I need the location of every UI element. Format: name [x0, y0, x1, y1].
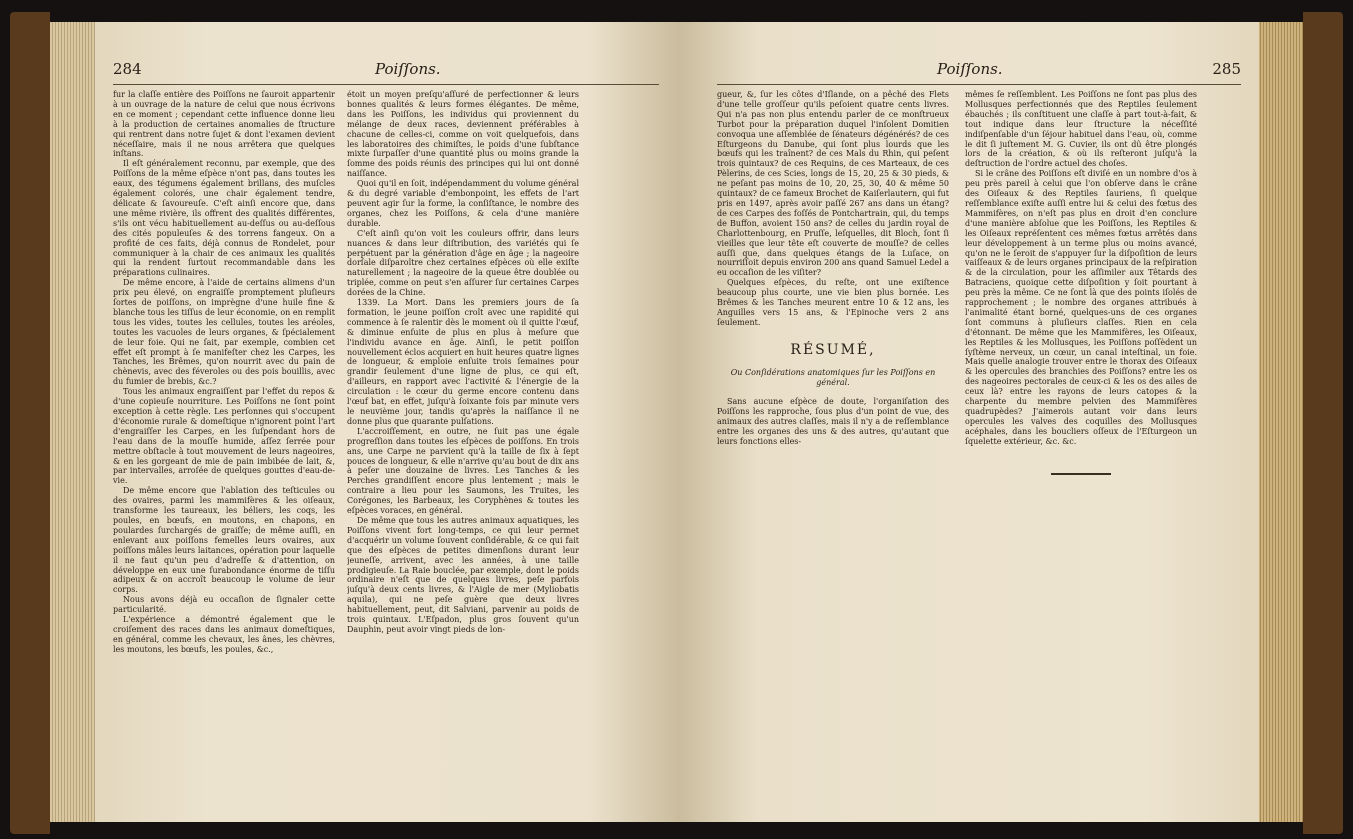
- paragraph: gueur, &, ſur les côtes d'Iſlande, on a pêché des Flets d'une telle groſſeur qu'ils peſoient quatre cents livres. Qui n'a pas non plus entendu parler de ce monſtrueux Turbot pour la préparation duquel l'inſolent Domitien convoqua une aſſemblée de ſénateurs dégénérés? de ces Eſturgeons du Danube, qui ſont plus lourds que les bœufs qui les traînent? de ces Mals du Rhin, qui peſent trois quintaux? de ces Requins, de ces Marteaux, de ces Pèlerins, de ces Scies, longs de 15, 20, 25 & 30 pieds, & ne peſant pas moins de 10, 20, 25, 30, 40 & même 50 quintaux? de ce fameux Brochet de Kaiſerlautern, qui fut pris en 1497, après avoir paſſé 267 ans dans un étang? de ces Carpes des foſſés de Pontchartrain, qui, du temps de Buffon, avoient 150 ans? de celles du jardin royal de Charlottenbourg, en Pruſſe, leſquelles, dit Bloch, ſont ſi vieilles que leur tête eſt couverte de mouſſe? de celles auſſi que, dans quelques étangs de la Luſace, on nourriſſoit depuis environ 200 ans quand Samuel Ledel a eu occaſion de les viſiter?: [717, 90, 949, 278]
- paragraph: Il eſt généralement reconnu, par exemple, que des Poiſſons de la même eſpèce n'ont pas, dans toutes les eaux, des tégumens également brillans, des muſcles également colorés, une chair également tendre, délicate & ſavoureuſe. C'eſt ainſi encore que, dans une même rivière, ils offrent des qualités différentes, s'ils ont vécu habituellement au-deſſus ou au-deſſous des cités populeuſes & des torrens fangeux. On a profité de ces faits, déjà connus de Rondelet, pour communiquer à la chair de ces animaux les qualités qui la rendent ſurtout recommandable dans les préparations culinaires.: [113, 159, 335, 278]
- section-subtitle: Ou Conſidérations anatomiques ſur les Poiſſons en général.: [730, 367, 936, 387]
- paragraph: De même que tous les autres animaux aquatiques, les Poiſſons vivent fort long-temps, ce qui leur permet d'acquérir un volume ſouvent conſidérable, & ce qui fait que des eſpèces de petites dimenſions durant leur jeuneſſe, arrivent, avec les années, à une taille prodigieuſe. La Raie bouclée, par exemple, dont le poids ordinaire n'eſt que de quelques livres, peſe parfois juſqu'à deux cents livres, & l'Aigle de mer (Myliobatis aquila), qui ne peſe guère que deux livres habituellement, peut, dit Salviani, parvenir au poids de trois quintaux. L'Eſpadon, plus gros ſouvent qu'un Dauphin, peut avoir vingt pieds de lon-: [347, 515, 579, 634]
- paragraph: De même encore que l'ablation des teſticules ou des ovaires, parmi les mammifères & les oiſeaux, transforme les taureaux, les béliers, les coqs, les poules, en bœufs, en moutons, en chapons, en poulardes ſurchargés de graiſſe; de même auſſi, en enlevant aux poiſſons femelles leurs ovaires, aux poiſſons mâles leurs laitances, opération pour laquelle il ne faut qu'un peu d'adreſſe & d'attention, on développe en eux une ſurabondance énorme de tiſſu adipeux & on accroît beaucoup le volume de leur corps.: [113, 486, 335, 595]
- paragraph: Sans aucune eſpèce de doute, l'organiſation des Poiſſons les rapproche, ſous plus d'un point de vue, des animaux des autres claſſes, mais il n'y a de reſſemblance entre les organes des uns & des autres, qu'autant que leurs fonctions elles-: [717, 397, 949, 447]
- open-book: [10, 12, 1343, 834]
- page-number: 285: [1212, 60, 1241, 78]
- right-page-column-2: [965, 90, 1197, 790]
- paragraph: C'eſt ainſi qu'on voit les couleurs offrir, dans leurs nuances & dans leur diſtribution, des variétés qui ſe perpétuent par la génération d'âge en âge ; la nageoire dorſale diſparoître chez certaines eſpèces où elle exiſte naturellement ; la nageoire de la queue être doublée ou triplée, comme on peut s'en aſſurer ſur certaines Carpes dorées de la Chine.: [347, 228, 579, 298]
- left-page-column-2: [347, 90, 579, 790]
- section-title: RÉSUMÉ,: [790, 341, 876, 358]
- paragraph: L'accroiſſement, en outre, ne ſuit pas une égale progreſſion dans toutes les eſpèces de poiſſons. En trois ans, une Carpe ne parvient qu'à la taille de ſix à ſept pouces de longueur, & elle n'arrive qu'au bout de dix ans à peſer une douzaine de livres. Les Tanches & les Perches grandiſſent encore plus lentement ; mais le contraire a lieu pour les Saumons, les Truites, les Corégones, les Barbeaux, les Coryphènes & toutes les eſpèces voraces, en général.: [347, 426, 579, 516]
- paragraph: L'expérience a démontré également que le croiſement des races dans les animaux domeſtiques, en général, comme les chevaux, les ânes, les chèvres, les moutons, les bœufs, les poules, &c.,: [113, 615, 335, 654]
- paragraph: Quoi qu'il en ſoit, indépendamment du volume général & du degré variable d'embonpoint, les effets de l'art peuvent agir ſur la forme, la conſiſtance, le nombre des organes, chez les Poiſſons, & cela d'une manière durable.: [347, 179, 579, 228]
- running-head: Poiſſons.: [937, 60, 1003, 78]
- header-rule: [113, 84, 659, 85]
- paragraph: Tous les animaux engraiſſent par l'effet du repos & d'une copieuſe nourriture. Les Poiſſons ne ſont point exception à cette règle. Les perſonnes qui s'occupent d'économie rurale & domeſtique n'ignorent point l'art d'engraiſſer les Carpes, en les ſuſpendant hors de l'eau dans de la mouſſe humide, aſſez ſerrée pour mettre obſtacle à tout mouvement de leurs nageoires, & en les gorgeant de mie de pain imbibée de lait, &, par intervalles, arroſée de quelques gouttes d'eau-de-vie.: [113, 387, 335, 486]
- book-cover-left: [10, 12, 50, 834]
- paragraph: De même encore, à l'aide de certains alimens d'un prix peu élevé, on engraiſſe promptement pluſieurs ſortes de poiſſons, on imprègne d'une huile fine & blanche tous les tiſſus de leur économie, on en remplit tous les vides, toutes les cellules, toutes les aréoles, toutes les vacuoles de leurs organes, & ſpécialement de leur foie. Qui ne ſait, par exemple, combien cet effet eſt prompt à ſe manifeſter chez les Carpes, les Tanches, les Brêmes, qu'on nourrit avec du pain de chènevis, avec des féveroles ou des pois bouillis, avec du fumier de brebis, &c.?: [113, 278, 335, 387]
- running-head: Poiſſons.: [375, 60, 441, 78]
- left-page-header: [113, 60, 659, 82]
- page-edges-left: [50, 22, 95, 822]
- left-page-column-1: [113, 90, 335, 790]
- paragraph: Nous avons déjà eu occaſion de ſignaler cette particularité.: [113, 595, 335, 615]
- paragraph: étoit un moyen preſqu'aſſuré de perfectionner & leurs bonnes qualités & leurs formes élégantes. De même, dans les Poiſſons, les individus qui proviennent du mélange de deux races, deviennent préférables à chacune de celles-ci, comme on voit quelquefois, dans les laboratoires des chimiſtes, le poids d'une ſubſtance mixte ſurpaſſer d'une quantité plus ou moins grande la ſomme des poids réunis des principes qui lui ont donné naiſſance.: [347, 90, 579, 179]
- paragraph: mêmes ſe reſſemblent. Les Poiſſons ne ſont pas plus des Mollusques perfectionnés que des Reptiles ſeulement ébauchés ; ils conſtituent une claſſe à part tout-à-fait, & tout indique dans leur ſtructure la néceſſité indiſpenſable d'un ſéjour habituel dans l'eau, où, comme le dit ſi juſtement M. G. Cuvier, ils ont dû être plongés lors de la création, & où ils reſteront juſqu'à la deſtruction de l'ordre actuel des choſes.: [965, 90, 1197, 169]
- paragraph: Quelques eſpèces, du reſte, ont une exiſtence beaucoup plus courte, une vie bien plus bornée. Les Brêmes & les Tanches meurent entre 10 & 12 ans, les Anguilles vers 15 ans, & l'Epinoche vers 2 ans ſeulement.: [717, 278, 949, 327]
- page-number: 284: [113, 60, 142, 78]
- paragraph: 1339. La Mort. Dans les premiers jours de ſa formation, le jeune poiſſon croît avec une rapidité qui commence à ſe ralentir dès le moment où il quitte l'œuf, & diminue enſuite de plus en plus à meſure que l'individu avance en âge. Ainſi, le petit poiſſon nouvellement éclos acquiert en huit heures quatre lignes de longueur, & emploie enſuite trois ſemaines pour grandir ſeulement d'une ligne de plus, ce qui eſt, d'ailleurs, en rapport avec l'activité & l'énergie de la circulation : le cœur du germe encore contenu dans l'œuf bat, en effet, juſqu'à ſoixante fois par minute vers le neuvième jour, tandis qu'après la naiſſance il ne donne plus que quarante pulſations.: [347, 298, 579, 426]
- left-page: [95, 22, 677, 822]
- header-rule: [717, 84, 1241, 85]
- right-page-header: [717, 60, 1241, 82]
- right-page-column-1: [717, 90, 949, 790]
- end-rule: [1051, 473, 1111, 475]
- right-page: [677, 22, 1259, 822]
- book-cover-right: [1303, 12, 1343, 834]
- paragraph: Si le crâne des Poiſſons eſt diviſé en un nombre d'os à peu près pareil à celui que l'on obſerve dans le crâne des Oiſeaux & des Reptiles ſauriens, ſi quelque reſſemblance exiſte auſſi entre lui & celui des fœtus des Mammifères, on n'eſt pas plus en droit d'en conclure d'une manière abſolue que les Poiſſons, les Reptiles & les Oiſeaux repréſentent ces mêmes fœtus arrêtés dans leur développement à un terme plus ou moins avancé, qu'on ne le ſeroit de s'appuyer ſur la diſpoſition de leurs vaiſſeaux & de leurs organes principaux de la reſpiration & de la circulation, pour les aſſimiler aux Têtards des Batraciens, quoique cette diſpoſition y ſoit pourtant à peu près la même. Ce ne ſont là que des points iſolés de rapprochement ; le nombre des organes attribués à l'animalité étant borné, quelques-uns de ces organes ſont communs à pluſieurs claſſes. Rien en cela d'étonnant. De même que les Mammifères, les Oiſeaux, les Reptiles & les Mollusques, les Poiſſons poſſèdent un ſyſtème nerveux, un cœur, un canal inteſtinal, un foie. Mais quelle analogie trouver entre le thorax des Oiſeaux & les opercules des branchies des Poiſſons? entre les os des nageoires pectorales de ceux-ci & les os des ailes de ceux là? entre les rayons de leurs catopes & la charpente du membre pelvien des Mammifères quadrupèdes? J'aimerois autant voir dans leurs opercules les valves des coquilles des Mollusques acéphales, dans les boucliers oſſeux de l'Eſturgeon un ſquelette extérieur, &c. &c.: [965, 169, 1197, 446]
- page-edges-right: [1258, 22, 1303, 822]
- paragraph: fur la claſſe entière des Poiſſons ne ſauroit appartenir à un ouvrage de la nature de celui que nous écrivons en ce moment ; cependant cette influence donne lieu à la production de certaines anomalies de ſtructure qui rentrent dans notre ſujet & dont l'examen devient néceſſaire, mais il ne nous arrêtera que quelques inſtans.: [113, 90, 335, 159]
